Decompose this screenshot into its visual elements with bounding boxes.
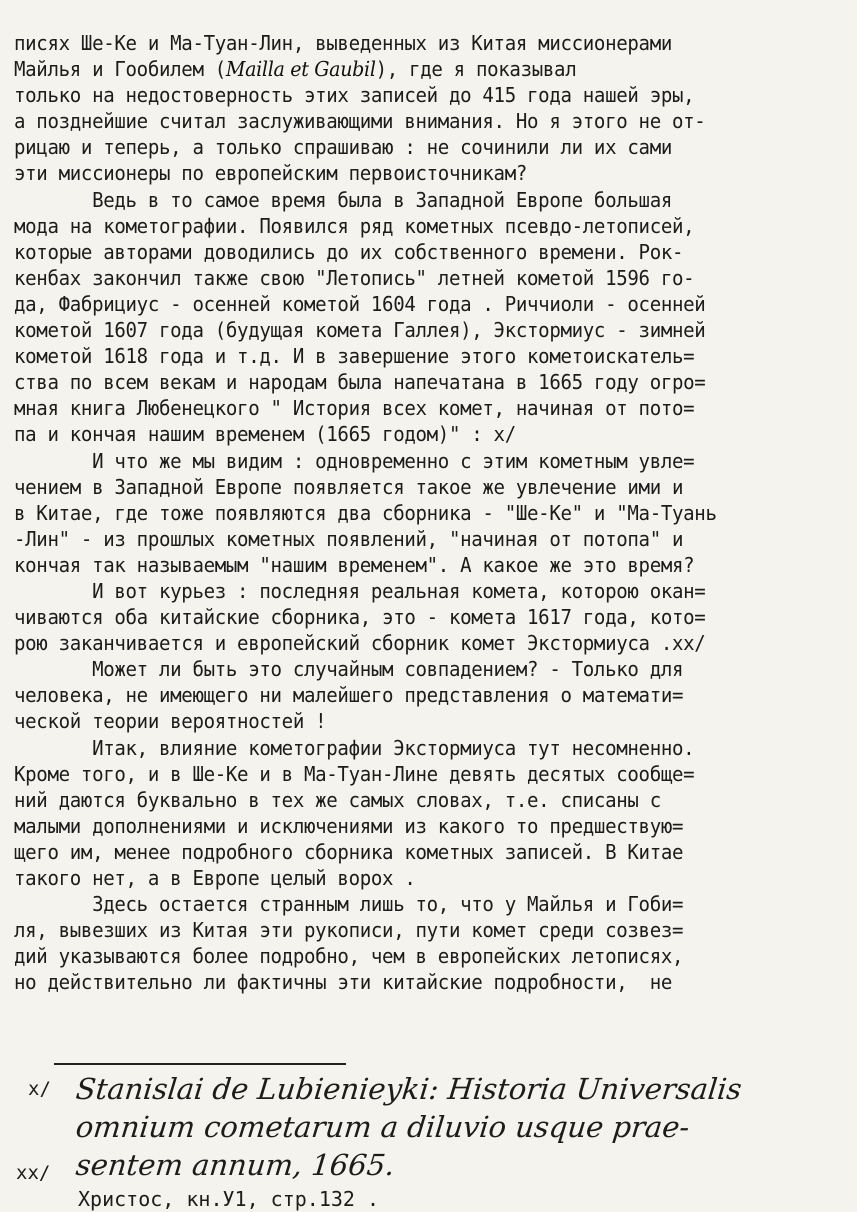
line-text: дий указываются более подробно, чем в европейских летописях, (14, 944, 684, 969)
line-text: кометой 1618 года и т.д. И в завершение этого кометоискатель= (14, 344, 695, 369)
line-text: да, Фабрициус - осенней кометой 1604 года . Риччиоли - осенней (14, 291, 706, 316)
line-text: эти миссионеры по европейским первоисточникам? (14, 161, 528, 186)
text-line (14, 343, 791, 369)
text-line (14, 82, 791, 108)
line-text: ля, вывезших из Китая эти рукописи, пути комет среди созвез= (14, 918, 684, 943)
line-text: -Лин" - из прошлых кометных появлений, "начиная от потопа" и (14, 526, 684, 551)
handwritten-line: sentem annum, 1665. (74, 1148, 397, 1182)
handwritten-line: omnium cometarum a diluvio usque prae- (74, 1110, 692, 1144)
line-text: ческой теории вероятностей ! (14, 709, 327, 734)
text-line (14, 421, 791, 447)
text-line (14, 630, 791, 656)
line-text: кончая так называемым "нашим временем". А какое же это время? (14, 552, 695, 577)
text-line (14, 395, 791, 421)
line-text: чением в Западной Европе появляется такое же увлечение ими и (14, 474, 684, 499)
footnote-mark-1: x/ (28, 1078, 51, 1100)
text-line (14, 813, 791, 839)
text-line (14, 552, 791, 578)
text-line (14, 239, 791, 265)
text-line (14, 735, 791, 761)
text-line (14, 30, 791, 56)
line-text: человека, не имеющего ни малейшего представления о математи= (14, 683, 684, 708)
line-text: кометой 1607 года (будущая комета Галлея), Экстормиус - зимней (14, 318, 706, 343)
footnote-separator (54, 1063, 346, 1065)
text-line (14, 656, 791, 682)
text-line (14, 134, 791, 160)
line-text: ний даются буквально в тех же самых словах, т.е. списаны с (14, 787, 661, 812)
text-line (14, 369, 791, 395)
text-line (14, 761, 791, 787)
line-text: Здесь остается странным лишь то, что у Майлья и Гоби= (14, 892, 684, 917)
text-line (14, 708, 791, 734)
line-text: па и кончая нашим временем (1665 годом)" : x/ (14, 422, 516, 447)
text-line (14, 682, 791, 708)
text-line (14, 265, 791, 291)
text-line (14, 839, 791, 865)
line-text: Может ли быть это случайным совпадением? - Только для (14, 657, 684, 682)
line-text: малыми дополнениями и исключениями из какого то предшествую= (14, 813, 684, 838)
line-text: писях Ше-Ке и Ма-Туан-Лин, выведенных из Китая миссионерами (14, 31, 673, 55)
line-text: только на недостоверность этих записей до 415 года нашей эры, (14, 83, 695, 108)
text-line (14, 291, 791, 317)
line-text: которые авторами доводились до их собственного времени. Рок- (14, 239, 684, 264)
text-line (14, 787, 791, 813)
text-line (14, 604, 791, 630)
text-line (14, 108, 791, 134)
text-line (14, 500, 791, 526)
text-line (14, 187, 791, 213)
line-text: Итак, влияние кометографии Экстормиуса тут несомненно. (14, 735, 695, 760)
text-line (14, 917, 791, 943)
line-text: кенбах закончил также свою "Летопись" летней кометой 1596 го- (14, 265, 695, 290)
text-line (14, 943, 791, 969)
body-text (14, 30, 849, 995)
line-text: рою заканчивается и европейский сборник комет Экстормиуса .xx/ (14, 631, 706, 656)
text-line (14, 160, 791, 186)
line-text: Кроме того, и в Ше-Ке и в Ма-Туан-Лине девять десятых сообще= (14, 761, 695, 786)
line-text: чиваются оба китайские сборника, это - комета 1617 года, кото= (14, 605, 706, 630)
text-line (14, 317, 791, 343)
line-text: а позднейшие считал заслуживающими внимания. Но я этого не от- (14, 109, 706, 134)
text-line (14, 969, 791, 995)
text-line (14, 865, 791, 891)
text-line (14, 578, 791, 604)
line-text: такого нет, а в Европе целый ворох . (14, 866, 416, 890)
handwritten-insertion: Mailla et Gaubil (225, 57, 376, 82)
line-text: но действительно ли фактичны эти китайские подробности, не (14, 970, 673, 995)
line-text: Ведь в то самое время была в Западной Европе большая (14, 187, 673, 212)
line-text: рицаю и теперь, а только спрашиваю : не сочинили ли их сами (14, 135, 673, 160)
line-text: И что же мы видим : одновременно с этим кометным увле= (14, 448, 695, 473)
line-text: в Китае, где тоже появляются два сборника - "Ше-Ке" и "Ма-Туань (14, 500, 717, 525)
typed-citation: Христос, кн.У1, стр.132 . (78, 1187, 380, 1211)
line-text: мная книга Любенецкого " История всех комет, начиная от пото= (14, 396, 695, 421)
line-text: И вот курьез : последняя реальная комета, которою окан= (14, 578, 706, 603)
line-text: мода на кометографии. Появился ряд кометных псевдо-летописей, (14, 213, 695, 238)
text-line (14, 448, 791, 474)
text-line (14, 891, 791, 917)
line-text: ства по всем векам и народам была напечатана в 1665 году огро= (14, 370, 706, 395)
handwritten-line: Stanislai de Lubienieyki: Historia Universalis (74, 1072, 744, 1106)
text-line (14, 474, 791, 500)
line-text: Майлья и Гообилем ( (14, 57, 226, 82)
line-text: щего им, менее подробного сборника кометных записей. В Китае (14, 839, 684, 864)
text-line (14, 526, 791, 552)
text-line (14, 213, 791, 239)
text-line (14, 56, 791, 82)
line-text-continued: ), где я показывал (375, 57, 577, 82)
footnote-mark-2: xx/ (16, 1162, 51, 1184)
handwritten-citation (76, 1070, 742, 1184)
